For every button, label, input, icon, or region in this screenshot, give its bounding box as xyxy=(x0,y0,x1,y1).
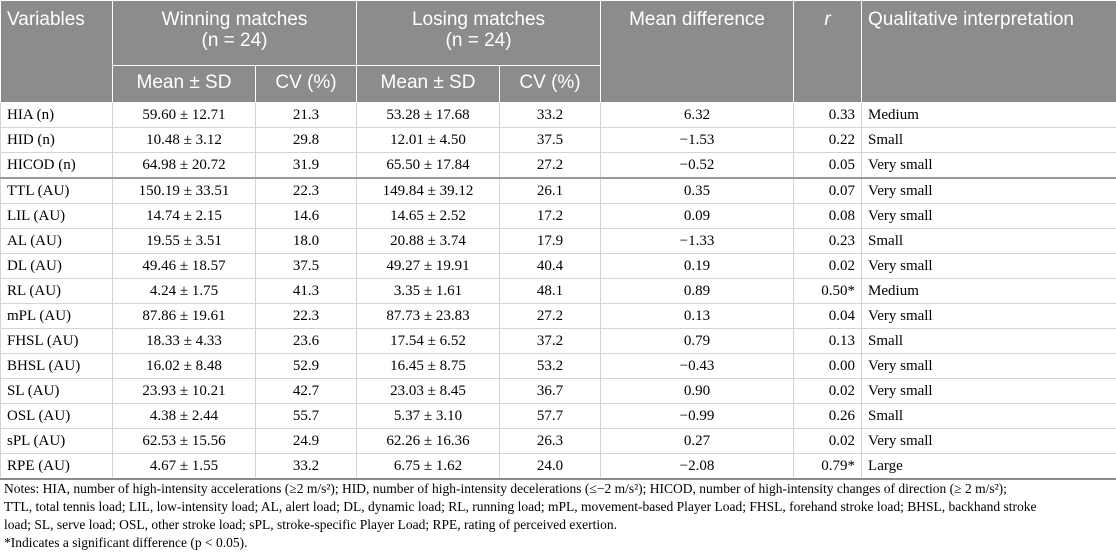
lose-mean-cell: 49.27 ± 19.91 xyxy=(357,254,500,279)
lose-mean-cell: 12.01 ± 4.50 xyxy=(357,128,500,153)
table-row xyxy=(1,429,1116,454)
variable-cell: FHSL (AU) xyxy=(1,329,113,354)
notes-line-2: TTL, total tennis load; LIL, low-intensity load; AL, alert load; DL, dynamic load; RL, running load; mPL, movement-based Player Load; FHSL, forehand stroke load; BHSL, backhand stroke xyxy=(4,499,1037,514)
lose-cv-cell: 17.9 xyxy=(500,229,601,254)
table-row xyxy=(1,354,1116,379)
win-cv-cell: 23.6 xyxy=(256,329,357,354)
interpretation-cell: Medium xyxy=(862,279,1116,304)
table-row xyxy=(1,254,1116,279)
table-body xyxy=(1,103,1116,480)
lose-cv-cell: 53.2 xyxy=(500,354,601,379)
win-mean-cell: 4.24 ± 1.75 xyxy=(113,279,256,304)
lose-mean-cell: 62.26 ± 16.36 xyxy=(357,429,500,454)
table-row xyxy=(1,454,1116,480)
r-cell: 0.79* xyxy=(794,454,862,480)
lose-mean-cell: 20.88 ± 3.74 xyxy=(357,229,500,254)
win-mean-cell: 14.74 ± 2.15 xyxy=(113,204,256,229)
variable-cell: RPE (AU) xyxy=(1,454,113,480)
win-mean-cell: 4.38 ± 2.44 xyxy=(113,404,256,429)
win-mean-cell: 19.55 ± 3.51 xyxy=(113,229,256,254)
variable-cell: DL (AU) xyxy=(1,254,113,279)
header-qualitative: Qualitative interpretation xyxy=(862,1,1116,103)
lose-cv-cell: 33.2 xyxy=(500,103,601,128)
win-cv-cell: 24.9 xyxy=(256,429,357,454)
header-losing: Losing matches (n = 24) xyxy=(357,1,601,66)
lose-mean-cell: 6.75 ± 1.62 xyxy=(357,454,500,480)
r-cell: 0.00 xyxy=(794,354,862,379)
mean-diff-cell: −0.52 xyxy=(601,153,794,179)
lose-cv-cell: 26.1 xyxy=(500,178,601,204)
r-cell: 0.50* xyxy=(794,279,862,304)
lose-cv-cell: 27.2 xyxy=(500,304,601,329)
table-notes xyxy=(4,480,1112,552)
win-cv-cell: 22.3 xyxy=(256,178,357,204)
win-cv-cell: 22.3 xyxy=(256,304,357,329)
r-cell: 0.23 xyxy=(794,229,862,254)
mean-diff-cell: 0.35 xyxy=(601,178,794,204)
lose-mean-cell: 3.35 ± 1.61 xyxy=(357,279,500,304)
r-cell: 0.02 xyxy=(794,254,862,279)
lose-mean-cell: 65.50 ± 17.84 xyxy=(357,153,500,179)
mean-diff-cell: 0.13 xyxy=(601,304,794,329)
win-cv-cell: 18.0 xyxy=(256,229,357,254)
interpretation-cell: Small xyxy=(862,329,1116,354)
lose-mean-cell: 14.65 ± 2.52 xyxy=(357,204,500,229)
table-row xyxy=(1,379,1116,404)
win-mean-cell: 59.60 ± 12.71 xyxy=(113,103,256,128)
table-row xyxy=(1,329,1116,354)
win-cv-cell: 55.7 xyxy=(256,404,357,429)
variable-cell: AL (AU) xyxy=(1,229,113,254)
win-mean-cell: 150.19 ± 33.51 xyxy=(113,178,256,204)
variable-cell: BHSL (AU) xyxy=(1,354,113,379)
header-win-mean-sd: Mean ± SD xyxy=(113,66,256,103)
table-row xyxy=(1,178,1116,204)
variable-cell: LIL (AU) xyxy=(1,204,113,229)
table-row xyxy=(1,153,1116,179)
interpretation-cell: Large xyxy=(862,454,1116,480)
interpretation-cell: Very small xyxy=(862,429,1116,454)
notes-line-4: *Indicates a significant difference (p < 0.05). xyxy=(4,535,248,550)
mean-diff-cell: −2.08 xyxy=(601,454,794,480)
interpretation-cell: Medium xyxy=(862,103,1116,128)
r-cell: 0.33 xyxy=(794,103,862,128)
win-mean-cell: 49.46 ± 18.57 xyxy=(113,254,256,279)
mean-diff-cell: 0.79 xyxy=(601,329,794,354)
interpretation-cell: Small xyxy=(862,128,1116,153)
mean-diff-cell: −1.33 xyxy=(601,229,794,254)
table-row xyxy=(1,103,1116,128)
table-row xyxy=(1,304,1116,329)
win-cv-cell: 29.8 xyxy=(256,128,357,153)
win-cv-cell: 42.7 xyxy=(256,379,357,404)
win-mean-cell: 87.86 ± 19.61 xyxy=(113,304,256,329)
header-lose-cv: CV (%) xyxy=(500,66,601,103)
table-row xyxy=(1,204,1116,229)
variable-cell: RL (AU) xyxy=(1,279,113,304)
header-r: r xyxy=(794,1,862,103)
table-row xyxy=(1,128,1116,153)
lose-mean-cell: 5.37 ± 3.10 xyxy=(357,404,500,429)
r-cell: 0.02 xyxy=(794,379,862,404)
lose-cv-cell: 48.1 xyxy=(500,279,601,304)
lose-cv-cell: 57.7 xyxy=(500,404,601,429)
win-cv-cell: 31.9 xyxy=(256,153,357,179)
lose-mean-cell: 23.03 ± 8.45 xyxy=(357,379,500,404)
variable-cell: mPL (AU) xyxy=(1,304,113,329)
mean-diff-cell: 0.27 xyxy=(601,429,794,454)
header-variables: Variables xyxy=(1,1,113,103)
r-cell: 0.04 xyxy=(794,304,862,329)
variable-cell: OSL (AU) xyxy=(1,404,113,429)
mean-diff-cell: −0.43 xyxy=(601,354,794,379)
variable-cell: SL (AU) xyxy=(1,379,113,404)
win-mean-cell: 4.67 ± 1.55 xyxy=(113,454,256,480)
r-cell: 0.08 xyxy=(794,204,862,229)
win-cv-cell: 52.9 xyxy=(256,354,357,379)
lose-cv-cell: 27.2 xyxy=(500,153,601,179)
notes-line-1: Notes: HIA, number of high-intensity accelerations (≥2 m/s²); HID, number of high-intensity decelerations (≤−2 m/s²); HICOD, number of high-intensity changes of direction (≥ 2 m/s²); xyxy=(4,481,1007,496)
win-mean-cell: 64.98 ± 20.72 xyxy=(113,153,256,179)
r-cell: 0.13 xyxy=(794,329,862,354)
win-mean-cell: 23.93 ± 10.21 xyxy=(113,379,256,404)
win-cv-cell: 41.3 xyxy=(256,279,357,304)
win-mean-cell: 10.48 ± 3.12 xyxy=(113,128,256,153)
variable-cell: HIA (n) xyxy=(1,103,113,128)
mean-diff-cell: 0.90 xyxy=(601,379,794,404)
table-row xyxy=(1,279,1116,304)
win-cv-cell: 33.2 xyxy=(256,454,357,480)
mean-diff-cell: 0.19 xyxy=(601,254,794,279)
variable-cell: sPL (AU) xyxy=(1,429,113,454)
lose-mean-cell: 87.73 ± 23.83 xyxy=(357,304,500,329)
win-cv-cell: 14.6 xyxy=(256,204,357,229)
interpretation-cell: Very small xyxy=(862,178,1116,204)
win-cv-cell: 21.3 xyxy=(256,103,357,128)
lose-cv-cell: 17.2 xyxy=(500,204,601,229)
notes-line-3: load; SL, serve load; OSL, other stroke load; sPL, stroke-specific Player Load; RPE, rating of perceived exertion. xyxy=(4,517,617,532)
variable-cell: TTL (AU) xyxy=(1,178,113,204)
r-cell: 0.02 xyxy=(794,429,862,454)
lose-mean-cell: 149.84 ± 39.12 xyxy=(357,178,500,204)
interpretation-cell: Small xyxy=(862,404,1116,429)
interpretation-cell: Very small xyxy=(862,304,1116,329)
interpretation-cell: Very small xyxy=(862,254,1116,279)
lose-cv-cell: 37.5 xyxy=(500,128,601,153)
interpretation-cell: Very small xyxy=(862,153,1116,179)
r-cell: 0.07 xyxy=(794,178,862,204)
win-mean-cell: 62.53 ± 15.56 xyxy=(113,429,256,454)
table-row xyxy=(1,229,1116,254)
mean-diff-cell: 0.09 xyxy=(601,204,794,229)
lose-mean-cell: 17.54 ± 6.52 xyxy=(357,329,500,354)
table-row xyxy=(1,404,1116,429)
r-cell: 0.22 xyxy=(794,128,862,153)
lose-cv-cell: 36.7 xyxy=(500,379,601,404)
win-cv-cell: 37.5 xyxy=(256,254,357,279)
lose-cv-cell: 24.0 xyxy=(500,454,601,480)
interpretation-cell: Small xyxy=(862,229,1116,254)
win-mean-cell: 18.33 ± 4.33 xyxy=(113,329,256,354)
header-mean-difference: Mean difference xyxy=(601,1,794,103)
variable-cell: HICOD (n) xyxy=(1,153,113,179)
interpretation-cell: Very small xyxy=(862,354,1116,379)
lose-cv-cell: 26.3 xyxy=(500,429,601,454)
mean-diff-cell: 6.32 xyxy=(601,103,794,128)
interpretation-cell: Very small xyxy=(862,204,1116,229)
interpretation-cell: Very small xyxy=(862,379,1116,404)
mean-diff-cell: −1.53 xyxy=(601,128,794,153)
r-cell: 0.05 xyxy=(794,153,862,179)
variable-cell: HID (n) xyxy=(1,128,113,153)
mean-diff-cell: 0.89 xyxy=(601,279,794,304)
lose-mean-cell: 16.45 ± 8.75 xyxy=(357,354,500,379)
header-win-cv: CV (%) xyxy=(256,66,357,103)
mean-diff-cell: −0.99 xyxy=(601,404,794,429)
lose-cv-cell: 40.4 xyxy=(500,254,601,279)
lose-cv-cell: 37.2 xyxy=(500,329,601,354)
lose-mean-cell: 53.28 ± 17.68 xyxy=(357,103,500,128)
header-lose-mean-sd: Mean ± SD xyxy=(357,66,500,103)
header-winning: Winning matches (n = 24) xyxy=(113,1,357,66)
win-mean-cell: 16.02 ± 8.48 xyxy=(113,354,256,379)
r-cell: 0.26 xyxy=(794,404,862,429)
